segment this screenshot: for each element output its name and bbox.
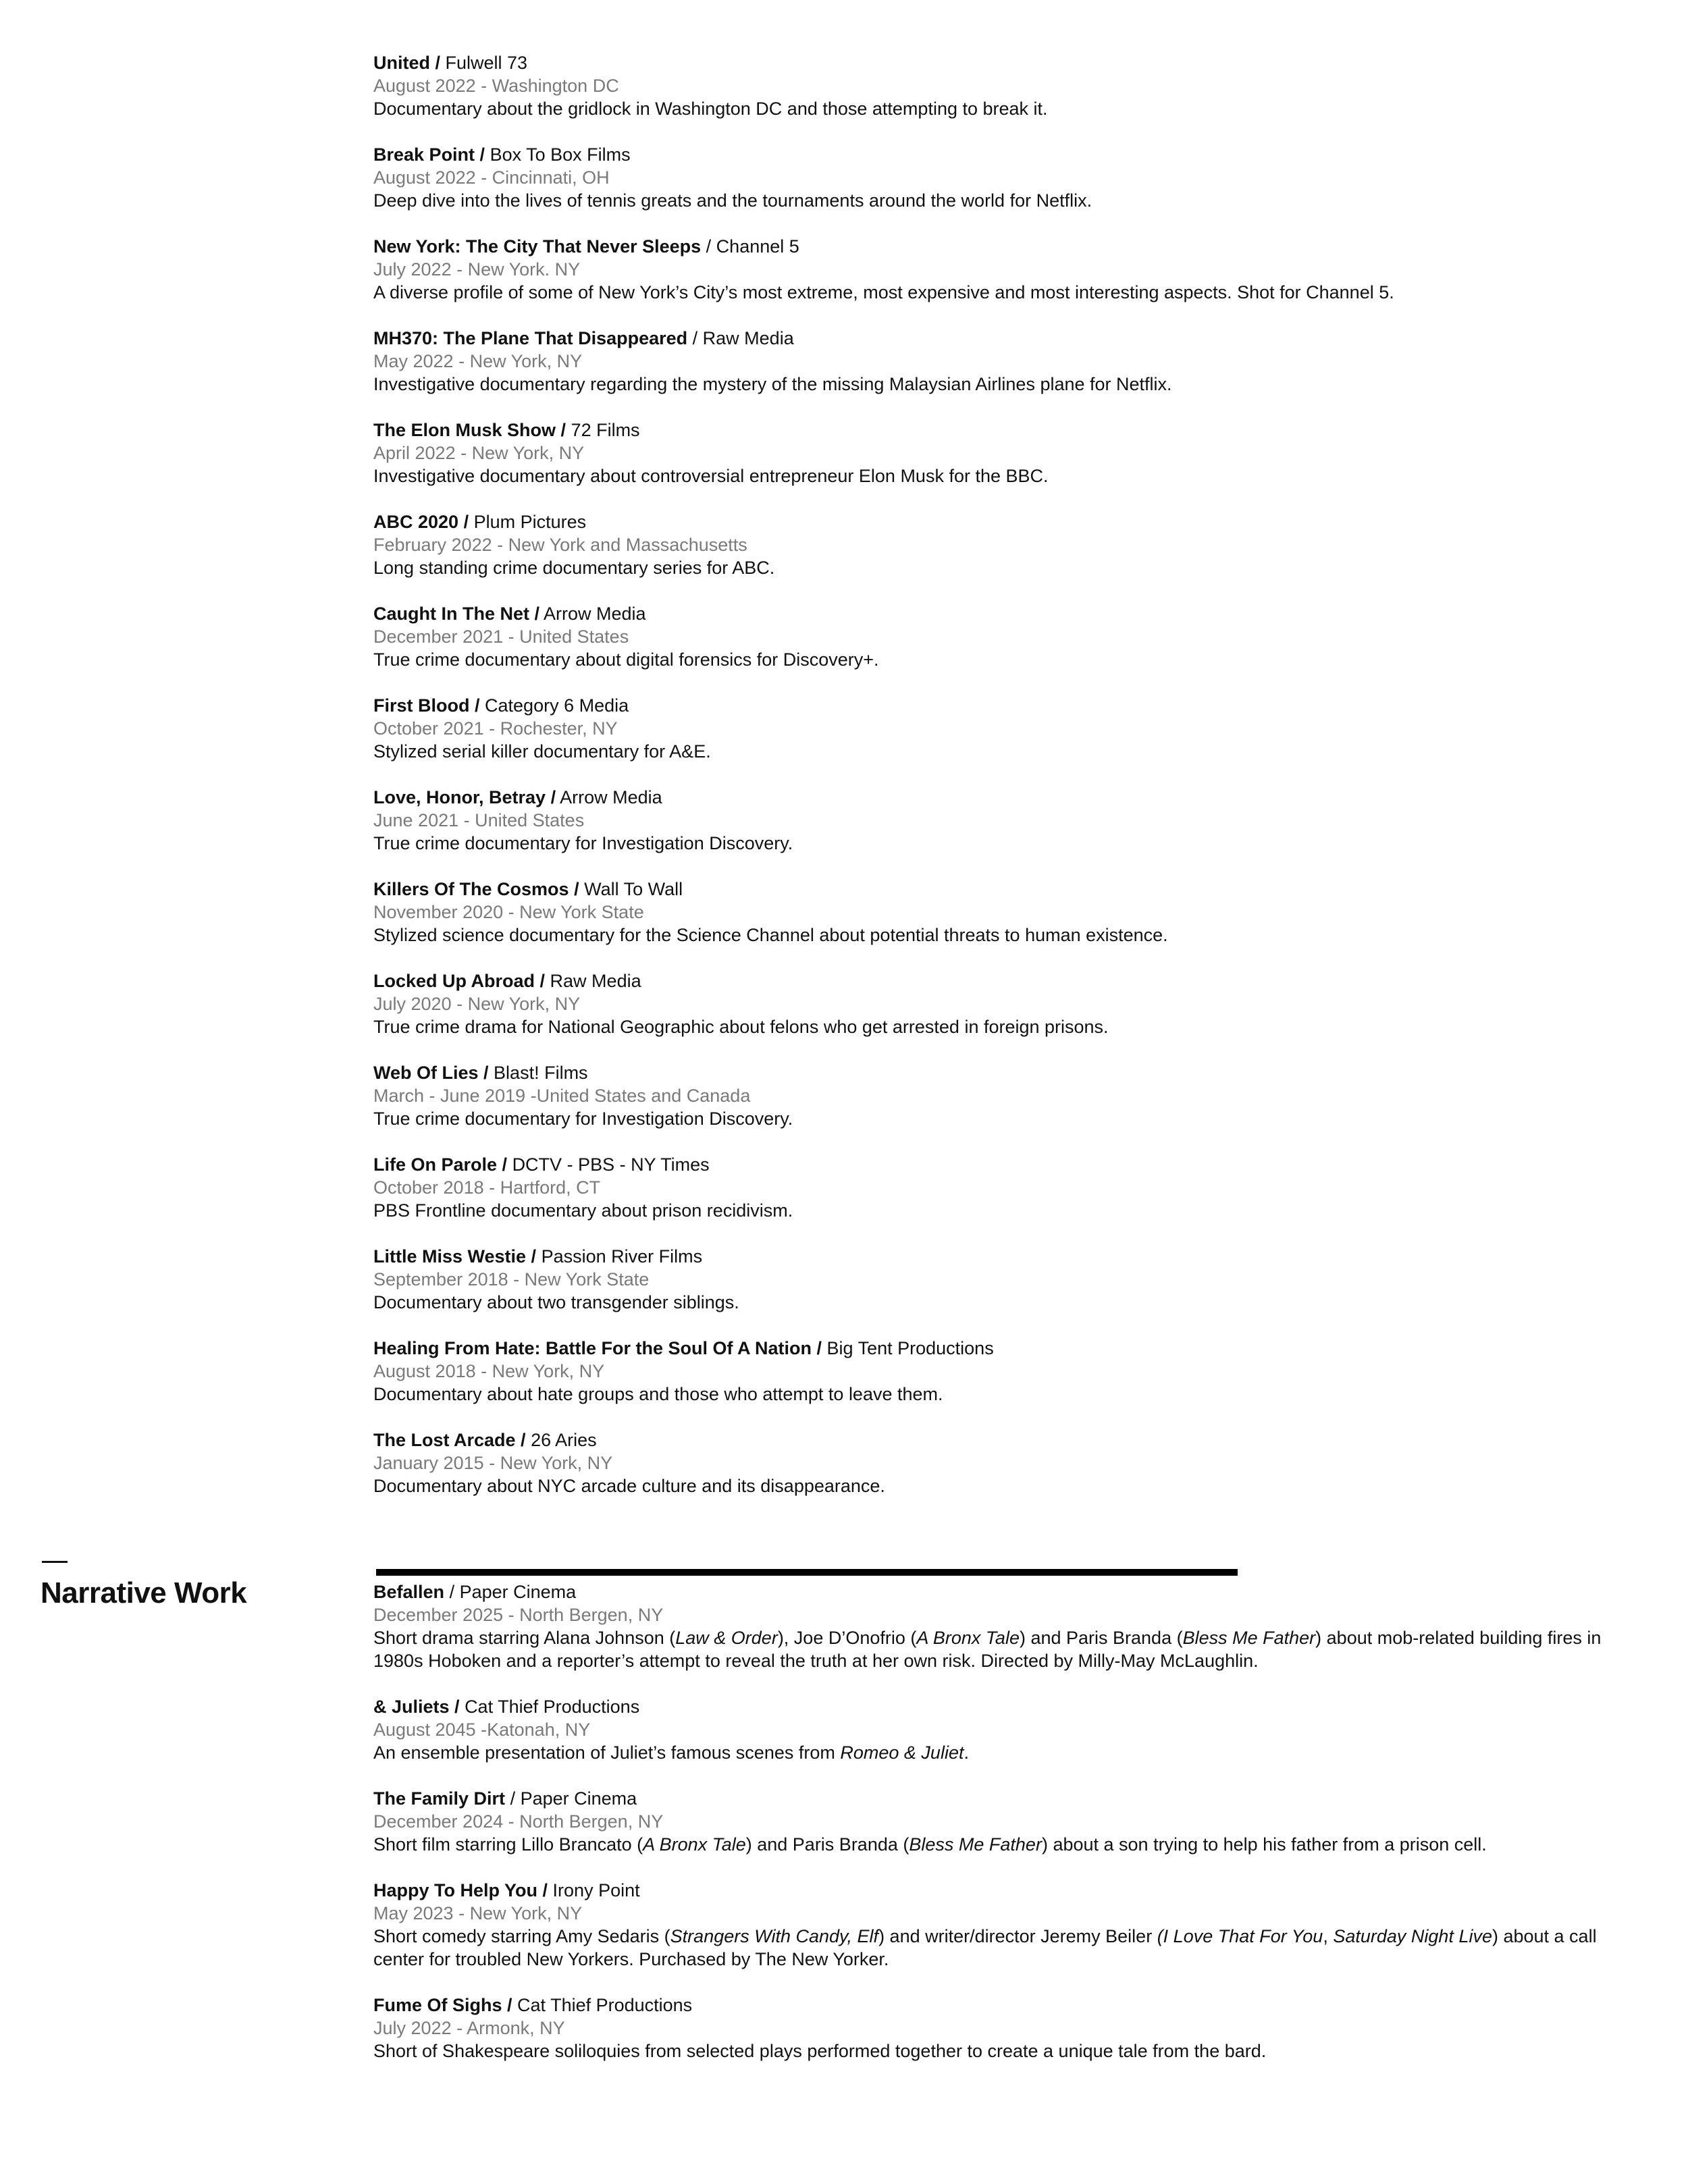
credit-entry [373, 143, 1629, 212]
credit-title: Happy To Help You / [373, 1880, 548, 1900]
credit-title: Caught In The Net / [373, 604, 539, 624]
narrative-list [373, 1580, 1629, 2085]
credit-title-line [373, 602, 1629, 625]
credit-description-text: ) and writer/director Jeremy Beiler [878, 1926, 1157, 1946]
credit-company: / Channel 5 [706, 236, 799, 257]
credit-description: Documentary about NYC arcade culture and its disappearance. [373, 1476, 885, 1496]
credit-description: True crime documentary for Investigation Discovery. [373, 1109, 793, 1129]
credit-entry [373, 510, 1629, 579]
credit-description: Documentary about two transgender siblings. [373, 1292, 739, 1312]
credit-title-line [373, 786, 1629, 809]
credit-title-line [373, 510, 1629, 533]
credit-title: ABC 2020 / [373, 512, 469, 532]
credit-title: Little Miss Westie / [373, 1246, 537, 1267]
credit-company: Big Tent Productions [826, 1338, 994, 1358]
credit-title-line [373, 1061, 1629, 1084]
credit-date-location: December 2025 - North Bergen, NY [373, 1605, 664, 1625]
credit-title: The Family Dirt [373, 1788, 506, 1809]
credit-description-italic: Romeo & Juliet [840, 1742, 964, 1763]
credit-description-text: Short drama starring Alana Johnson ( [373, 1628, 676, 1648]
credit-title: The Elon Musk Show / [373, 420, 566, 440]
credit-description-text: ) and Paris Branda ( [745, 1834, 909, 1855]
credit-entry [373, 786, 1629, 855]
credit-company: / Paper Cinema [449, 1582, 577, 1602]
documentary-list [373, 51, 1629, 1520]
credit-description-italic: Strangers With Candy, Elf [670, 1926, 879, 1946]
credit-entry [373, 235, 1629, 304]
credit-description-italic: A Bronx Tale [916, 1628, 1020, 1648]
credit-title-line [373, 1337, 1629, 1360]
credit-date-location: September 2018 - New York State [373, 1269, 650, 1289]
credit-title-line [373, 1245, 1629, 1268]
credit-entry [373, 1153, 1629, 1222]
credit-date-location: December 2021 - United States [373, 627, 629, 647]
credit-title-line [373, 419, 1629, 442]
credit-description: True crime drama for National Geographic about felons who get arrested in foreign prisons. [373, 1017, 1109, 1037]
credit-company: Plum Pictures [473, 512, 587, 532]
credit-company: / Paper Cinema [510, 1788, 637, 1809]
credit-date-location: August 2018 - New York, NY [373, 1361, 605, 1381]
credit-entry [373, 1429, 1629, 1497]
credit-company: Wall To Wall [584, 879, 683, 899]
credit-title: First Blood / [373, 695, 480, 716]
section-divider [376, 1569, 1238, 1576]
credit-entry [373, 1787, 1629, 1856]
credit-description [373, 1626, 1629, 1672]
credit-company: Blast! Films [494, 1063, 588, 1083]
credit-title: & Juliets / [373, 1697, 460, 1717]
credit-entry [373, 1695, 1629, 1764]
credit-title: Break Point / [373, 144, 485, 165]
credit-description-text: ) about a son trying to help his father from a prison cell. [1041, 1834, 1487, 1855]
credit-title-line [373, 878, 1629, 901]
credit-title-line [373, 1787, 1629, 1810]
credit-description: Documentary about hate groups and those who attempt to leave them. [373, 1384, 943, 1404]
credit-title-line [373, 235, 1629, 258]
credit-company: Fulwell 73 [445, 53, 528, 73]
credit-company: 26 Aries [531, 1430, 597, 1450]
credit-description-text: ) about a call center for troubled New Yorkers. Purchased by The New Yorker. [373, 1926, 1597, 1969]
credit-entry [373, 327, 1629, 396]
credit-description: Stylized science documentary for the Science Channel about potential threats to human existence. [373, 925, 1168, 945]
credit-title: Healing From Hate: Battle For the Soul Of A Nation / [373, 1338, 822, 1358]
credit-title: MH370: The Plane That Disappeared [373, 328, 688, 348]
credit-description: True crime documentary about digital forensics for Discovery+. [373, 649, 879, 670]
credit-title-line [373, 1879, 1629, 1902]
credit-date-location: June 2021 - United States [373, 810, 585, 830]
credit-company: / Raw Media [692, 328, 794, 348]
credit-entry [373, 1245, 1629, 1314]
credit-description-text: , [1323, 1926, 1334, 1946]
credit-date-location: October 2018 - Hartford, CT [373, 1177, 601, 1198]
credit-company: Category 6 Media [485, 695, 629, 716]
credit-company: Irony Point [552, 1880, 640, 1900]
credit-description-italic: Bless Me Father [909, 1834, 1042, 1855]
credit-description: Investigative documentary regarding the mystery of the missing Malaysian Airlines plane for Netflix. [373, 374, 1172, 394]
credit-entry [373, 1994, 1629, 2062]
credit-company: DCTV - PBS - NY Times [512, 1154, 710, 1175]
credit-description-text: Short of Shakespeare soliloquies from selected plays performed together to create a unique tale from the bard. [373, 2041, 1267, 2061]
credit-title: The Lost Arcade / [373, 1430, 526, 1450]
credit-title: Life On Parole / [373, 1154, 508, 1175]
credit-title-line [373, 969, 1629, 992]
credit-title-line [373, 1580, 1629, 1603]
credit-title: Killers Of The Cosmos / [373, 879, 579, 899]
credit-company: Cat Thief Productions [517, 1995, 693, 2015]
credit-title-line [373, 1994, 1629, 2017]
credit-description: Documentary about the gridlock in Washington DC and those attempting to break it. [373, 99, 1048, 119]
credit-title: Befallen [373, 1582, 445, 1602]
credit-description: True crime documentary for Investigation Discovery. [373, 833, 793, 853]
credit-date-location: March - June 2019 -United States and Canada [373, 1086, 751, 1106]
credit-entry [373, 51, 1629, 120]
credit-description: Long standing crime documentary series for ABC. [373, 558, 775, 578]
credit-title: Web Of Lies / [373, 1063, 489, 1083]
credit-description-italic: A Bronx Tale [643, 1834, 746, 1855]
credit-company: Passion River Films [541, 1246, 703, 1267]
narrative-heading: Narrative Work [41, 1576, 247, 1609]
credit-date-location: April 2022 - New York, NY [373, 443, 585, 463]
credit-title-line [373, 327, 1629, 350]
credit-description [373, 2040, 1629, 2062]
credit-date-location: July 2022 - New York. NY [373, 259, 581, 279]
credit-description: Stylized serial killer documentary for A&E. [373, 741, 711, 762]
credit-title: Locked Up Abroad / [373, 971, 546, 991]
credit-description: A diverse profile of some of New York’s City’s most extreme, most expensive and most interesting aspects. Shot for Channel 5. [373, 282, 1394, 302]
credit-date-location: July 2020 - New York, NY [373, 994, 581, 1014]
credit-entry [373, 1879, 1629, 1971]
credit-description [373, 1925, 1629, 1971]
credit-description-italic: (I Love That For You [1157, 1926, 1323, 1946]
credit-company: Raw Media [550, 971, 641, 991]
credit-date-location: October 2021 - Rochester, NY [373, 718, 618, 739]
credit-company: Cat Thief Productions [465, 1697, 640, 1717]
credit-date-location: January 2015 - New York, NY [373, 1453, 613, 1473]
credit-company: Arrow Media [544, 604, 646, 624]
credit-title-line [373, 1429, 1629, 1451]
credit-date-location: May 2022 - New York, NY [373, 351, 583, 371]
credit-entry [373, 969, 1629, 1038]
credit-title: Love, Honor, Betray / [373, 787, 556, 807]
credit-description [373, 1741, 1629, 1764]
credit-description: PBS Frontline documentary about prison recidivism. [373, 1200, 793, 1221]
credit-date-location: December 2024 - North Bergen, NY [373, 1811, 664, 1832]
credit-entry [373, 1580, 1629, 1672]
credit-date-location: August 2022 - Washington DC [373, 76, 619, 96]
credit-description-italic: Law & Order [675, 1628, 778, 1648]
credit-date-location: February 2022 - New York and Massachusetts [373, 535, 747, 555]
credit-entry [373, 878, 1629, 947]
credit-entry [373, 1061, 1629, 1130]
credit-title-line [373, 143, 1629, 166]
section-dash [42, 1561, 68, 1563]
credit-company: 72 Films [571, 420, 640, 440]
credit-description-text: . [964, 1742, 969, 1763]
credit-description [373, 1833, 1629, 1856]
credit-title-line [373, 1695, 1629, 1718]
credit-date-location: November 2020 - New York State [373, 902, 644, 922]
credit-description-text: ) and Paris Branda ( [1019, 1628, 1183, 1648]
credit-description-text: ), Joe D’Onofrio ( [777, 1628, 917, 1648]
credit-entry [373, 602, 1629, 671]
credit-description-italic: Saturday Night Live [1333, 1926, 1492, 1946]
credit-description-text: Short comedy starring Amy Sedaris ( [373, 1926, 670, 1946]
credit-entry [373, 694, 1629, 763]
credit-title-line [373, 694, 1629, 717]
credit-date-location: August 2022 - Cincinnati, OH [373, 167, 610, 188]
credit-description: Deep dive into the lives of tennis greats and the tournaments around the world for Netflix. [373, 190, 1092, 211]
credit-company: Box To Box Films [490, 144, 631, 165]
credit-date-location: August 2045 -Katonah, NY [373, 1720, 591, 1740]
credit-date-location: May 2023 - New York, NY [373, 1903, 583, 1923]
credit-date-location: July 2022 - Armonk, NY [373, 2018, 565, 2038]
credit-description-italic: Bless Me Father [1182, 1628, 1316, 1648]
credit-title: United / [373, 53, 440, 73]
credit-title-line [373, 1153, 1629, 1176]
credit-title-line [373, 51, 1629, 74]
credit-description: Investigative documentary about controversial entrepreneur Elon Musk for the BBC. [373, 466, 1049, 486]
credit-description-text: Short film starring Lillo Brancato ( [373, 1834, 643, 1855]
credit-entry [373, 1337, 1629, 1406]
credit-title: New York: The City That Never Sleeps [373, 236, 702, 257]
credit-title: Fume Of Sighs / [373, 1995, 512, 2015]
credit-entry [373, 419, 1629, 487]
credit-description-text: ) about mob-related building fires in 1980s Hoboken and a reporter’s attempt to reveal the truth at her own risk. Directed by Milly-May McLaughlin. [373, 1628, 1602, 1671]
credit-company: Arrow Media [560, 787, 662, 807]
credit-description-text: An ensemble presentation of Juliet’s famous scenes from [373, 1742, 841, 1763]
